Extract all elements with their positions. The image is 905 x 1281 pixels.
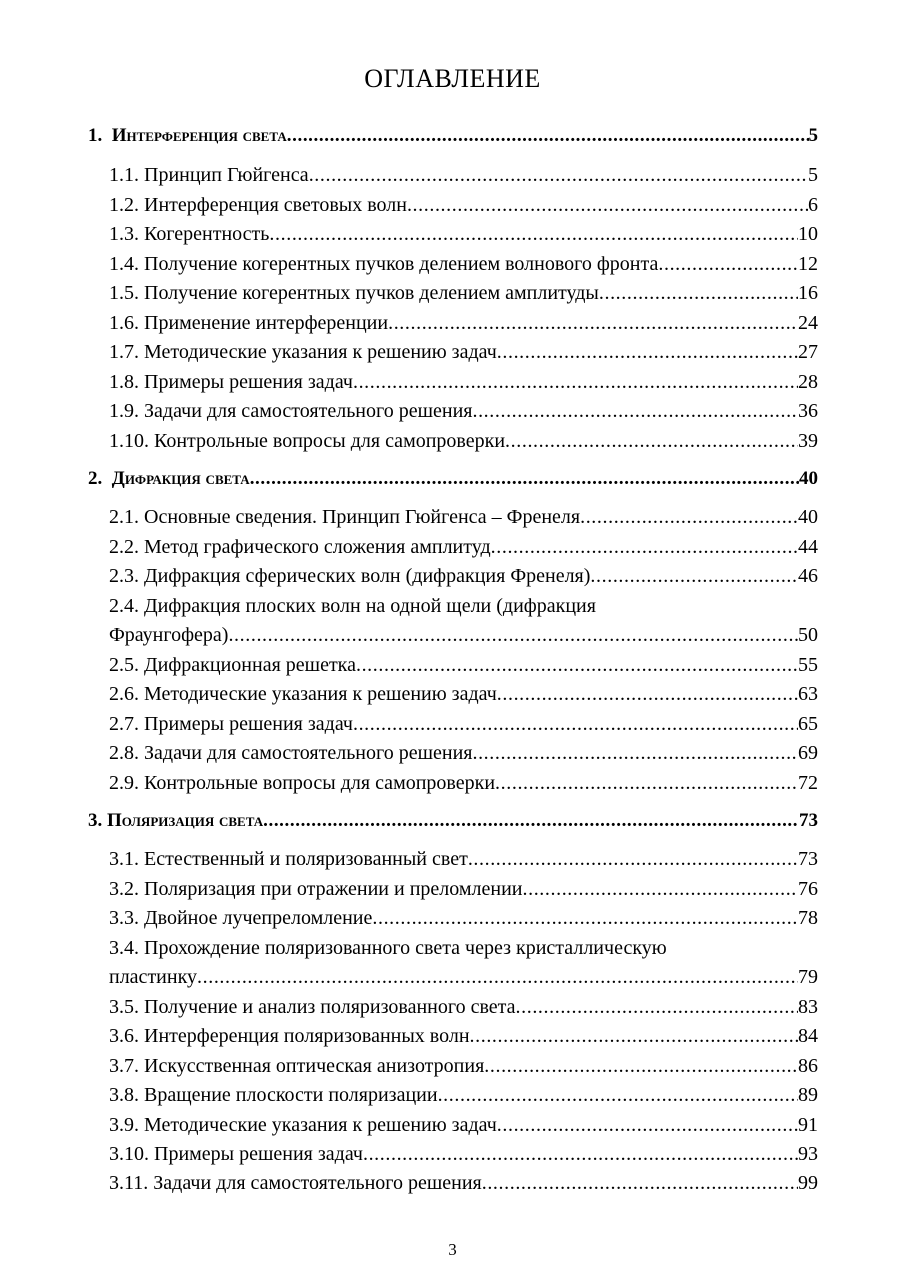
chapter-title: Дифракция света bbox=[111, 468, 250, 489]
toc-section-2-7[interactable] bbox=[109, 712, 818, 736]
dot-leader bbox=[497, 682, 798, 706]
section-page: 99 bbox=[798, 1172, 818, 1194]
dot-leader bbox=[658, 252, 798, 276]
toc-section-3-8[interactable] bbox=[109, 1083, 818, 1107]
section-label: 2.6. Методические указания к решению задач bbox=[109, 683, 497, 705]
section-page: 91 bbox=[798, 1114, 818, 1136]
dot-leader bbox=[228, 623, 798, 647]
toc-section-2-5[interactable] bbox=[109, 653, 818, 677]
toc-section-2-4-line1[interactable]: 2.4. Дифракция плоских волн на одной щели (дифракция bbox=[109, 595, 596, 617]
section-label: 1.10. Контрольные вопросы для самопроверки bbox=[109, 430, 506, 452]
section-label: 3.3. Двойное лучепреломление bbox=[109, 907, 373, 929]
section-page: 36 bbox=[798, 400, 818, 422]
toc-section-2-6[interactable] bbox=[109, 682, 818, 706]
section-page: 16 bbox=[798, 282, 818, 304]
toc-section-3-10[interactable] bbox=[109, 1142, 818, 1166]
dot-leader bbox=[491, 535, 798, 559]
toc-section-1-3[interactable] bbox=[109, 222, 818, 246]
section-label: 1.5. Получение когерентных пучков делением амплитуды bbox=[109, 282, 599, 304]
toc-section-1-10[interactable] bbox=[109, 429, 818, 453]
section-label: 3.1. Естественный и поляризованный свет bbox=[109, 848, 468, 870]
section-label: 3.6. Интерференция поляризованных волн bbox=[109, 1025, 470, 1047]
section-label: 3.11. Задачи для самостоятельного решения bbox=[109, 1172, 482, 1194]
section-label: 2.5. Дифракционная решетка bbox=[109, 654, 356, 676]
dot-leader bbox=[287, 124, 809, 148]
dot-leader bbox=[363, 1142, 798, 1166]
section-label: 2.9. Контрольные вопросы для самопроверки bbox=[109, 772, 496, 794]
section-label: 3.7. Искусственная оптическая анизотропия bbox=[109, 1055, 485, 1077]
dot-leader bbox=[472, 741, 798, 765]
section-label: пластинку bbox=[109, 966, 198, 988]
dot-leader bbox=[590, 564, 798, 588]
section-page: 55 bbox=[798, 654, 818, 676]
chapter-number: 3. bbox=[88, 810, 103, 831]
section-page: 76 bbox=[798, 878, 818, 900]
section-label: 3.2. Поляризация при отражении и преломлении bbox=[109, 878, 523, 900]
toc-section-1-7[interactable] bbox=[109, 340, 818, 364]
chapter-number: 1. bbox=[88, 125, 103, 146]
dot-leader bbox=[438, 1083, 798, 1107]
section-page: 69 bbox=[798, 742, 818, 764]
section-page: 83 bbox=[798, 996, 818, 1018]
toc-section-2-1[interactable] bbox=[109, 505, 818, 529]
section-label: 2.2. Метод графического сложения амплитуд bbox=[109, 536, 491, 558]
toc-section-3-6[interactable] bbox=[109, 1024, 818, 1048]
chapter-page: 5 bbox=[808, 125, 818, 146]
dot-leader bbox=[516, 995, 798, 1019]
section-label: 2.8. Задачи для самостоятельного решения bbox=[109, 742, 473, 764]
section-label: 1.4. Получение когерентных пучков делением волнового фронта bbox=[109, 253, 659, 275]
toc-section-3-1[interactable] bbox=[109, 847, 818, 871]
section-page: 39 bbox=[798, 430, 818, 452]
section-label: 1.3. Когерентность bbox=[109, 223, 270, 245]
section-page: 6 bbox=[808, 194, 818, 216]
section-label: 1.7. Методические указания к решению задач bbox=[109, 341, 497, 363]
section-label: 1.1. Принцип Гюйгенса bbox=[109, 164, 309, 186]
dot-leader bbox=[356, 653, 798, 677]
section-page: 65 bbox=[798, 713, 818, 735]
toc-section-1-1[interactable] bbox=[109, 163, 818, 187]
toc-section-2-4[interactable] bbox=[109, 623, 818, 647]
section-page: 72 bbox=[798, 772, 818, 794]
toc-section-1-5[interactable] bbox=[109, 281, 818, 305]
section-label: 1.8. Примеры решения задач bbox=[109, 371, 353, 393]
toc-section-3-2[interactable] bbox=[109, 877, 818, 901]
dot-leader bbox=[580, 505, 798, 529]
dot-leader bbox=[388, 311, 798, 335]
toc-chapter-3[interactable] bbox=[88, 809, 818, 833]
toc-section-3-9[interactable] bbox=[109, 1113, 818, 1137]
dot-leader bbox=[269, 222, 798, 246]
section-label: 1.9. Задачи для самостоятельного решения bbox=[109, 400, 473, 422]
dot-leader bbox=[263, 809, 799, 833]
dot-leader bbox=[523, 877, 799, 901]
toc-chapter-1[interactable] bbox=[88, 124, 818, 148]
dot-leader bbox=[497, 340, 798, 364]
section-page: 84 bbox=[798, 1025, 818, 1047]
dot-leader bbox=[472, 399, 798, 423]
section-label: 3.10. Примеры решения задач bbox=[109, 1143, 363, 1165]
toc-section-1-4[interactable] bbox=[109, 252, 818, 276]
page-title: ОГЛАВЛЕНИЕ bbox=[364, 64, 541, 93]
dot-leader bbox=[505, 429, 798, 453]
toc-section-3-4-line1[interactable]: 3.4. Прохождение поляризованного света через кристаллическую bbox=[109, 937, 667, 959]
toc-section-2-2[interactable] bbox=[109, 535, 818, 559]
section-page: 12 bbox=[798, 253, 818, 275]
dot-leader bbox=[470, 1024, 798, 1048]
chapter-number: 2. bbox=[88, 468, 103, 489]
section-page: 79 bbox=[798, 966, 818, 988]
section-page: 89 bbox=[798, 1084, 818, 1106]
chapter-page: 40 bbox=[799, 468, 818, 489]
toc-section-3-3[interactable] bbox=[109, 906, 818, 930]
section-page: 24 bbox=[798, 312, 818, 334]
dot-leader bbox=[197, 965, 798, 989]
section-page: 5 bbox=[808, 164, 818, 186]
dot-leader bbox=[468, 847, 798, 871]
dot-leader bbox=[497, 1113, 798, 1137]
section-label: 2.7. Примеры решения задач bbox=[109, 713, 353, 735]
chapter-title: Интерференция света bbox=[111, 125, 287, 146]
section-page: 63 bbox=[798, 683, 818, 705]
toc-section-3-4[interactable] bbox=[109, 965, 818, 989]
toc-chapter-2[interactable] bbox=[88, 467, 818, 491]
toc-section-1-9[interactable] bbox=[109, 399, 818, 423]
dot-leader bbox=[599, 281, 798, 305]
section-label: 3.5. Получение и анализ поляризованного света bbox=[109, 996, 516, 1018]
toc-section-2-8[interactable] bbox=[109, 741, 818, 765]
toc-section-1-6[interactable] bbox=[109, 311, 818, 335]
section-page: 78 bbox=[798, 907, 818, 929]
dot-leader bbox=[309, 163, 808, 187]
dot-leader bbox=[482, 1171, 798, 1195]
section-label: 1.6. Применение интерференции bbox=[109, 312, 389, 334]
section-page: 44 bbox=[798, 536, 818, 558]
section-page: 73 bbox=[798, 848, 818, 870]
dot-leader bbox=[353, 370, 798, 394]
section-label: 3.9. Методические указания к решению задач bbox=[109, 1114, 497, 1136]
section-label: 2.1. Основные сведения. Принцип Гюйгенса – Френеля bbox=[109, 506, 581, 528]
toc-section-3-7[interactable] bbox=[109, 1054, 818, 1078]
section-page: 50 bbox=[798, 624, 818, 646]
section-page: 86 bbox=[798, 1055, 818, 1077]
chapter-title: Поляризация света bbox=[107, 810, 264, 831]
section-page: 28 bbox=[798, 371, 818, 393]
section-page: 27 bbox=[798, 341, 818, 363]
toc-section-3-11[interactable] bbox=[109, 1171, 818, 1195]
chapter-page: 73 bbox=[799, 810, 818, 831]
toc-section-2-3[interactable] bbox=[109, 564, 818, 588]
section-page: 40 bbox=[798, 506, 818, 528]
section-page: 10 bbox=[798, 223, 818, 245]
toc-section-1-2[interactable] bbox=[109, 193, 818, 217]
section-label: 3.8. Вращение плоскости поляризации bbox=[109, 1084, 438, 1106]
section-label: 2.3. Дифракция сферических волн (дифракция Френеля) bbox=[109, 565, 591, 587]
dot-leader bbox=[353, 712, 798, 736]
dot-leader bbox=[250, 467, 799, 491]
section-page: 46 bbox=[798, 565, 818, 587]
section-label: Фраунгофера) bbox=[109, 624, 229, 646]
toc-section-1-8[interactable] bbox=[109, 370, 818, 394]
dot-leader bbox=[484, 1054, 798, 1078]
page-number: 3 bbox=[448, 1240, 457, 1259]
dot-leader bbox=[372, 906, 798, 930]
section-page: 93 bbox=[798, 1143, 818, 1165]
section-label: 1.2. Интерференция световых волн bbox=[109, 194, 407, 216]
dot-leader bbox=[407, 193, 808, 217]
toc-section-2-9[interactable] bbox=[109, 771, 818, 795]
toc-section-3-5[interactable] bbox=[109, 995, 818, 1019]
dot-leader bbox=[495, 771, 798, 795]
